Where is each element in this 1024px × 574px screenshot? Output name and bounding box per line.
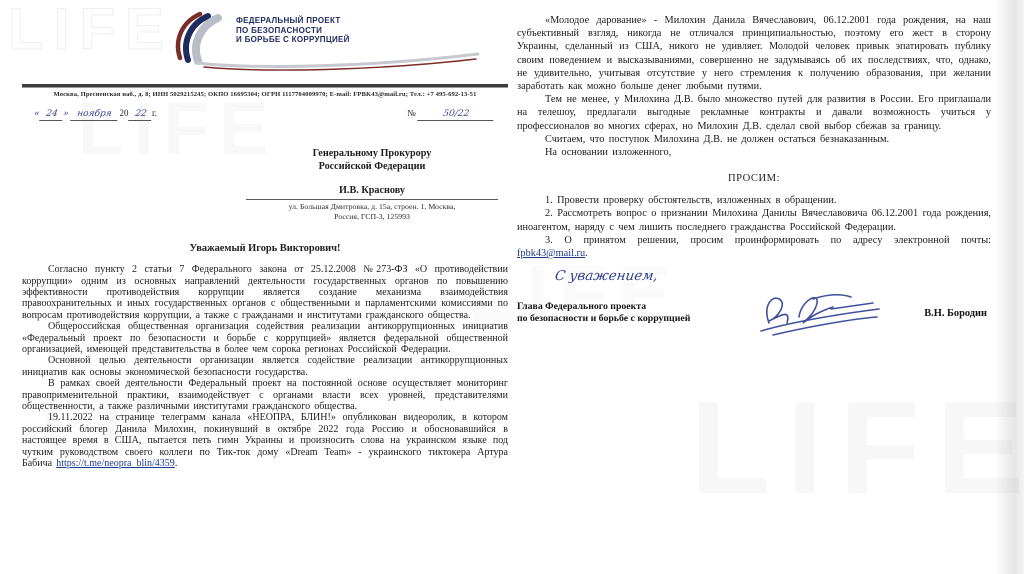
addressee-block (246, 147, 498, 221)
life-watermark (690, 372, 1024, 523)
handwritten-date-quote: » (62, 109, 70, 119)
signer-title (517, 301, 749, 326)
letter-page-right (517, 0, 991, 339)
handwritten-date-quote: « (33, 109, 41, 119)
paragraph: Общероссийская общественная организация содействия реализации антикоррупционных инициатив «Федеральный проект по безопасности и борьбе с коррупцией» является федеральной общественной организацией, имеющей представительства в более чем сорока регионах Российской Федерации. (22, 321, 508, 356)
telegram-link[interactable]: https://t.me/neopra_blin/4359 (56, 458, 175, 470)
paragraph-text: . (174, 458, 178, 470)
handwritten-date-year: 22 (128, 109, 153, 121)
letterhead-divider (22, 84, 508, 88)
letter-page-left (22, 0, 508, 470)
doc-number-label: № (407, 108, 416, 118)
addressee-address-line: ул. Большая Дмитровка, д. 15а, строен. 1, Москва, (288, 202, 456, 211)
reference-line (22, 108, 508, 121)
paragraph: В рамках своей деятельности Федеральный проект на постоянной основе осуществляет мониторинг правоприменительной практики, взаимодействует с органами власти всех уровней, представителями общественности, а также различными институтами гражданского общества. (22, 378, 508, 413)
contact-line: Москва, Пресненская наб., д. 8; ИНН 5029215245; ОКПО 16695304; ОГРН 1117704009970; E-mail: FPBK43@mail.ru; Тел.: +7 495-692-13-51 (53, 91, 477, 98)
signature-icon (755, 287, 885, 339)
addressee-address (246, 202, 498, 221)
page-edge-shadow (994, 0, 1024, 574)
signer-title-line: Глава Федерального проекта (517, 300, 647, 312)
logo-title (236, 16, 350, 45)
logo-title-line: И БОРЬБЕ С КОРРУПЦИЕЙ (236, 35, 350, 44)
signer-title-line: по безопасности и борьбе с коррупцией (517, 313, 691, 325)
closing-handwritten: С уважением, (553, 268, 659, 285)
handwritten-date-month: ноября (70, 109, 118, 121)
paragraph: «Молодое дарование» - Милохин Данила Вячеславович, 06.12.2001 года рождения, на наш субъективный взгляд, никогда не отличался принципиальностью, поэтому его жест в сторону Украины, сделанный из США, никого не удивляет. Молодой человек привык эпатировать публику своим поведением и высказываниями, совершенно не задумываясь об их последствиях, что, однако, не удивительно, учитывая отсутствие у него стремления к получению образования, при желании заработать как можно больше денег любыми путями. (517, 15, 991, 93)
paragraph-text: 19.11.2022 на странице телеграмм канала «НЕОПРА, БЛИН!» опубликован видеоролик, в котором российский блогер Данила Милохин, покинувший в октябре 2022 года Россию и обосновавшийся в настоящее время в США, пытается петь гимн Украины и произносить слова на украинском языке под чутким руководством своего коллеги по Тик-ток дому «Dream Team» - украинского тиктокера Артура Бабича (22, 412, 508, 470)
handwritten-date-day: 24 (39, 109, 64, 121)
addressee-name: И.В. Краснову (246, 185, 498, 200)
date-field (34, 108, 157, 121)
logo-title-line: ФЕДЕРАЛЬНЫЙ ПРОЕКТ (236, 16, 341, 25)
doc-number-field (407, 108, 494, 121)
request-item-text: . (585, 248, 588, 260)
paragraph: Основной целью деятельности организации является содействие реализации антикоррупционных инициатив как основы экономической безопасности государства. (22, 355, 508, 378)
letterhead-logo (170, 8, 490, 72)
request-item: 2. Рассмотреть вопрос о признании Милохина Данилы Вячеславовича 06.12.2001 года рождения, иноагентом, наряду с чем лишить последнего гражданства Российской Федерации. (517, 208, 991, 233)
signature-block (517, 287, 991, 339)
logo-title-line: ПО БЕЗОПАСНОСТИ (236, 25, 323, 35)
paragraph (22, 412, 508, 469)
signer-name: В.Н. Бородин (924, 307, 987, 319)
request-item: 1. Провести проверку обстоятельств, изложенных в обращении. (545, 195, 837, 207)
email-link[interactable]: fpbk43@mail.ru (517, 248, 586, 260)
handwritten-doc-number: 50/22 (417, 109, 495, 121)
paragraph: Согласно пункту 2 статьи 7 Федерального закона от 25.12.2008 №273-ФЗ «О противодействии коррупции» одним из основных направлений деятельности государственных органов по повышению эффективности противодействия коррупции является создание механизма взаимодействия правоохранительных и иных государственных органов с общественными и парламентскими комиссиями по вопросам противодействия коррупции, а также с гражданами и институтами гражданского общества. (22, 264, 508, 321)
paragraph: Тем не менее, у Милохина Д.В. было множество путей для развития в России. Его приглашали на телешоу, предлагали выгодные рекламные контракты и давали возможность учиться у профессионалов во многих сферах, но Милохин Д.В. сделал свой выбор сбежав за границу. (517, 94, 991, 132)
addressee-org-line: Российской Федерации (318, 161, 426, 172)
date-year-prefix: 20 (119, 108, 129, 118)
addressee-org-line: Генеральному Прокурору (312, 148, 432, 159)
request-heading: ПРОСИМ: (727, 173, 781, 185)
date-year-suffix: г. (151, 108, 157, 118)
life-watermark: LIFE (8, 0, 174, 62)
request-item (517, 234, 991, 260)
paragraph: Считаем, что поступок Милохина Д.В. не должен остаться безнаказанным. (545, 133, 890, 145)
salutation: Уважаемый Игорь Викторович! (189, 243, 341, 255)
addressee-address-line: Россия, ГСП-3, 125993 (334, 211, 410, 221)
request-item-text: 3. О принятом решении, просим проинформировать по адресу электронной почты: (545, 234, 991, 246)
paragraph: На основании изложенного, (545, 147, 672, 159)
